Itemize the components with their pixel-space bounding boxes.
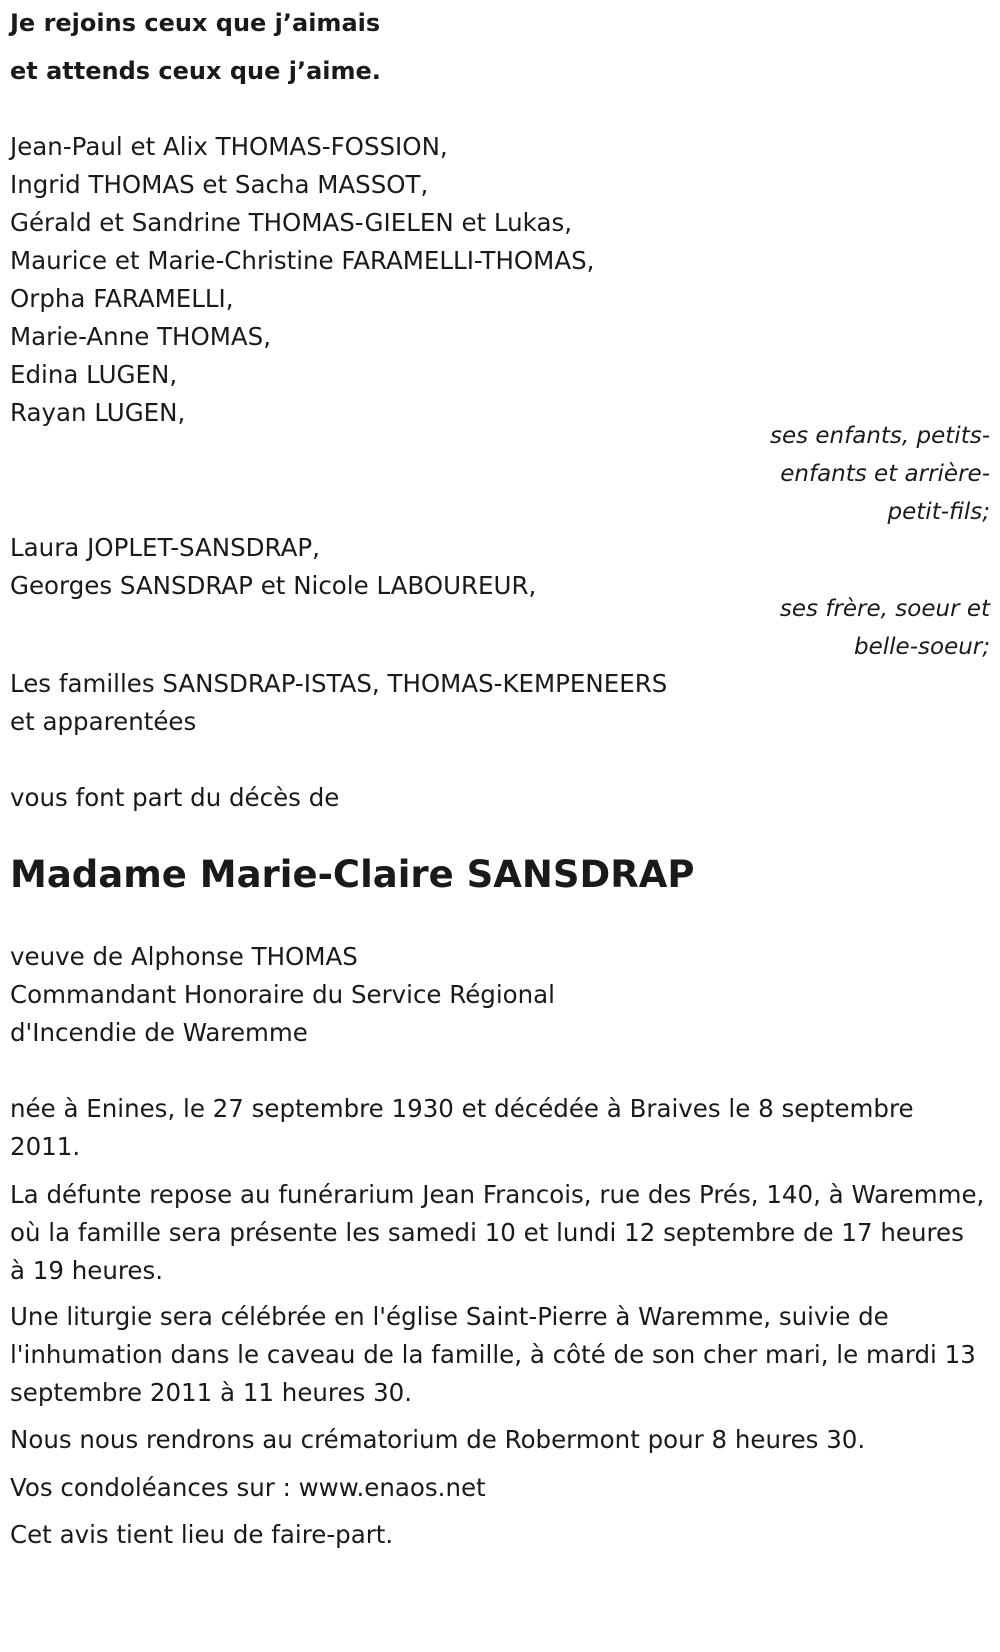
children-name: Rayan LUGEN, [10, 398, 186, 427]
relation-line: ses frère, soeur et [779, 596, 990, 622]
children-name: Jean-Paul et Alix THOMAS-FOSSION, [10, 132, 448, 161]
sibling-name: Georges SANSDRAP et Nicole LABOUREUR, [10, 571, 537, 600]
deceased-detail: d'Incendie de Waremme [10, 1018, 308, 1047]
notice-paragraph: Cet avis tient lieu de faire-part. [10, 1520, 394, 1549]
children-name: Gérald et Sandrine THOMAS-GIELEN et Lukas, [10, 208, 573, 237]
children-relation [690, 417, 990, 531]
deceased-detail: Commandant Honoraire du Service Régional [10, 980, 555, 1009]
liturgy-paragraph: Une liturgie sera célébrée en l'église Saint-Pierre à Waremme, suivie de l'inhumation dans le caveau de la famille, à côté de son cher mari, le mardi 13 septembre 2011 à 11 heures 30. [10, 1302, 976, 1407]
families-line: et apparentées [10, 707, 197, 736]
motto-line-2: et attends ceux que j’aime. [10, 57, 381, 85]
families-line: Les familles SANSDRAP-ISTAS, THOMAS-KEMPENEERS [10, 669, 668, 698]
relation-line: ses enfants, petits- [769, 423, 990, 449]
relation-line: belle-soeur; [854, 634, 990, 660]
relation-line: petit-fils; [887, 499, 990, 525]
children-name: Ingrid THOMAS et Sacha MASSOT, [10, 170, 429, 199]
children-name: Marie-Anne THOMAS, [10, 322, 271, 351]
crematorium-paragraph: Nous nous rendrons au crématorium de Robermont pour 8 heures 30. [10, 1425, 866, 1454]
relation-line: enfants et arrière- [780, 461, 990, 487]
siblings-relation [690, 590, 990, 666]
deceased-name: Madame Marie-Claire SANSDRAP [10, 853, 695, 896]
condolences-paragraph: Vos condoléances sur : www.enaos.net [10, 1473, 486, 1502]
children-name: Orpha FARAMELLI, [10, 284, 234, 313]
announcement-text: vous font part du décès de [10, 783, 340, 812]
funerarium-paragraph: La défunte repose au funérarium Jean Francois, rue des Prés, 140, à Waremme, où la famille sera présente les samedi 10 et lundi 12 septembre de 17 heures à 19 heures. [10, 1180, 985, 1285]
children-name: Maurice et Marie-Christine FARAMELLI-THOMAS, [10, 246, 595, 275]
deceased-detail: veuve de Alphonse THOMAS [10, 942, 358, 971]
children-name: Edina LUGEN, [10, 360, 178, 389]
motto-line-1: Je rejoins ceux que j’aimais [10, 9, 381, 37]
birth-death-paragraph: née à Enines, le 27 septembre 1930 et décédée à Braives le 8 septembre 2011. [10, 1094, 914, 1161]
sibling-name: Laura JOPLET-SANSDRAP, [10, 533, 320, 562]
